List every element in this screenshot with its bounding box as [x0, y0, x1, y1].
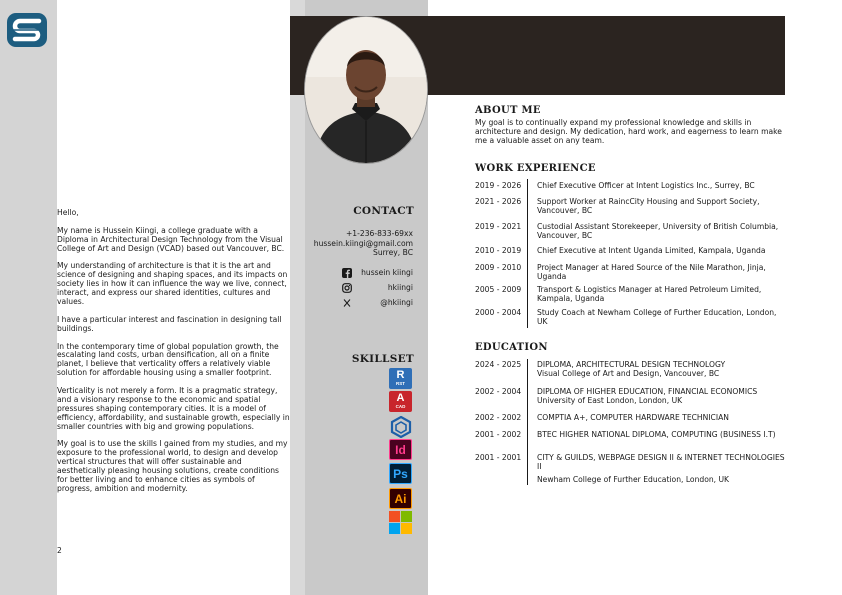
work-heading: WORK EXPERIENCE: [475, 163, 596, 174]
entry-description: Custodial Assistant Storekeeper, University of British Columbia, Vancouver, BC: [537, 222, 779, 240]
contact-heading: CONTACT: [353, 205, 414, 217]
entry-years: 2002 - 2002: [475, 413, 522, 422]
intro-paragraph: My name is Hussein Kiingi, a college graduate with a Diploma in Architectural Design Technology from the Visual College of Art and Design (VCAD) based out Vancouver, BC.: [57, 225, 285, 253]
entry-years: 2024 - 2025: [475, 360, 522, 369]
autocad-icon: [389, 391, 412, 412]
entry-description: CITY & GUILDS, WEBPAGE DESIGN II & INTERNET TECHNOLOGIES II: [537, 453, 785, 471]
left-margin-strip: [0, 0, 57, 595]
email-address[interactable]: hussein.kiingi@gmail.com: [313, 238, 413, 248]
entry-description: DIPLOMA, ARCHITECTURAL DESIGN TECHNOLOGY Visual College of Art and Design, Vancouver, BC: [537, 360, 726, 378]
revit-icon: [389, 368, 412, 389]
contact-details: [300, 229, 413, 258]
instagram-icon: [342, 283, 352, 293]
about-heading: ABOUT ME: [475, 105, 541, 116]
instagram-link[interactable]: [340, 283, 413, 294]
entry-description: Study Coach at Newham College of Further Education, London, UK: [537, 308, 777, 326]
x-link[interactable]: [340, 298, 413, 309]
entry-description: COMPTIA A+, COMPUTER HARDWARE TECHNICIAN: [537, 413, 729, 422]
entry-description: Support Worker at RaincCity Housing and Support Society, Vancouver, BC: [537, 197, 760, 215]
entry-description: DIPLOMA OF HIGHER EDUCATION, FINANCIAL ECONOMICS University of East London, London, UK: [537, 387, 758, 405]
entry-description: Chief Executive Officer at Intent Logistics Inc., Surrey, BC: [537, 181, 755, 190]
facebook-icon: [342, 268, 352, 278]
skillset-heading: SKILLSET: [351, 353, 414, 365]
entry-description: Project Manager at Hared Source of the Nile Marathon, Jinja, Uganda: [537, 263, 766, 281]
entry-description: Newham College of Further Education, London, UK: [537, 475, 730, 484]
skill-letter: A: [396, 392, 405, 405]
entry-years: 2001 - 2001: [475, 453, 522, 462]
skill-sub: RST: [396, 381, 405, 387]
sketchup-icon: [389, 416, 412, 437]
instagram-handle: hkiingi: [387, 283, 413, 292]
page-number: 2: [57, 546, 62, 555]
entry-years: 2021 - 2026: [475, 197, 522, 206]
entry-years: 2019 - 2021: [475, 222, 522, 231]
microsoft-office-icon: [389, 512, 412, 533]
about-text: My goal is to continually expand my professional knowledge and skills in architecture and design. My dedication, hard work, and eagerness to learn make me a valuable asset on any team.: [475, 118, 782, 145]
illustrator-icon: Ai: [389, 488, 412, 509]
entry-years: 2001 - 2002: [475, 430, 522, 439]
skill-sub: CAD: [395, 404, 406, 410]
entry-years: 2000 - 2004: [475, 308, 522, 317]
indesign-icon: Id: [389, 439, 412, 460]
photoshop-icon: Ps: [389, 463, 412, 484]
entry-years: 2019 - 2026: [475, 181, 522, 190]
intro-paragraph: Verticality is not merely a form. It is a pragmatic strategy, and a visionary response to the economic and spatial pressures shaping contemporary cities. It is a model of efficiency, affordability, and sustainable growth, especially in smaller countries with big and growing populations.: [57, 386, 290, 431]
entry-description: Chief Executive at Intent Uganda Limited, Kampala, Uganda: [537, 246, 766, 255]
profile-photo: [305, 17, 427, 163]
intro-text: [57, 209, 290, 503]
monogram-logo: [6, 12, 48, 48]
intro-paragraph: I have a particular interest and fascination in designing tall buildings.: [57, 314, 282, 333]
x-icon: [342, 298, 352, 308]
intro-paragraph: Hello,: [57, 208, 79, 217]
entry-years: 2002 - 2004: [475, 387, 522, 396]
intro-paragraph: My understanding of architecture is that it is the art and science of designing and shaping spaces, and its impacts on society lies in how it can influence the way we live, connect, interact, and express our shared identities, cultures and values.: [57, 261, 288, 307]
skill-letter: R: [396, 369, 405, 382]
entry-years: 2009 - 2010: [475, 263, 522, 272]
entry-years: 2005 - 2009: [475, 285, 522, 294]
x-handle: @hkiingi: [380, 298, 413, 307]
intro-paragraph: In the contemporary time of global population growth, the escalating land costs, urban densification, all on a finite planet, I believe that verticality offers a relatively viable solution for affordable housing using a smaller footprint.: [57, 341, 279, 378]
phone-number: +1-236-833-69xx: [345, 229, 413, 238]
facebook-handle: hussein kiingi: [361, 268, 413, 277]
facebook-link[interactable]: [340, 268, 413, 279]
entry-years: 2010 - 2019: [475, 246, 522, 255]
entry-description: BTEC HIGHER NATIONAL DIPLOMA, COMPUTING (BUSINESS I.T): [537, 430, 776, 439]
education-heading: EDUCATION: [475, 342, 548, 353]
location: Surrey, BC: [373, 248, 413, 258]
intro-paragraph: My goal is to use the skills I gained from my studies, and my exposure to the professional world, to design and develop vertical structures that will offer sustainable and aesthetically pleasing housing solutions, create conditions for better living and to enhance cities as symbols of progress, ambition and modernity.: [57, 439, 288, 493]
entry-description: Transport & Logistics Manager at Hared Petroleum Limited, Kampala, Uganda: [537, 285, 762, 303]
